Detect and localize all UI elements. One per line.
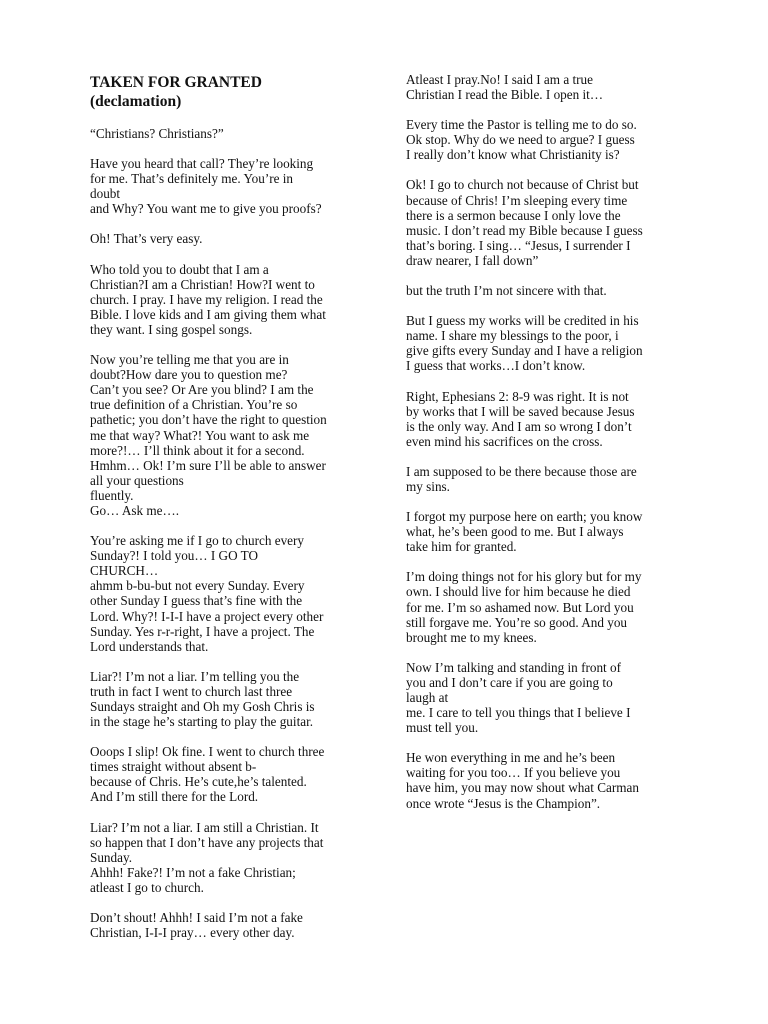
right-paragraphs [406,72,696,811]
text-line: Ooops I slip! Ok fine. I went to church three [90,744,325,760]
text-line: Christian, I-I-I pray… every other day. [90,925,295,941]
text-line: because of Chris! I’m sleeping every time [406,192,628,208]
text-line: doubt [90,186,121,202]
text-line: Who told you to doubt that I am a [90,261,269,277]
text-line: ahmm b-bu-but not every Sunday. Every [90,578,305,594]
paragraph [90,126,380,141]
text-line: but the truth I’m not sincere with that. [406,283,607,299]
text-line: I guess that works…I don’t know. [406,358,586,374]
text-line: atleast I go to church. [90,879,204,895]
text-line: give gifts every Sunday and I have a religion [406,343,643,359]
text-line: own. I should live for him because he died [406,584,631,600]
right-column [406,72,696,826]
paragraph [406,569,696,644]
left-paragraphs [90,126,380,940]
text-line: Sunday?! I told you… I GO TO [90,548,259,564]
text-line: Oh! That’s very easy. [90,231,203,247]
text-line: And I’m still there for the Lord. [90,789,259,805]
paragraph [90,156,380,216]
text-line: He won everything in me and he’s been [406,750,616,766]
text-line: Liar?! I’m not a liar. I’m telling you the [90,668,300,684]
text-line: is the only way. And I am so wrong I don’t [406,418,632,434]
text-line: so happen that I don’t have any projects that [90,834,324,850]
text-line: Lord understands that. [90,638,209,654]
text-line: Bible. I love kids and I am giving them what [90,306,326,322]
text-line: still forgave me. You’re so good. And you [406,614,628,630]
text-line: Liar? I’m not a liar. I am still a Christian. It [90,819,319,835]
text-line: waiting for you too… If you believe you [406,765,621,781]
text-line: name. I share my blessings to the poor, i [406,328,619,344]
text-line: Christian I read the Bible. I open it… [406,87,604,103]
text-line: times straight without absent b- [90,759,257,775]
paragraph [90,352,380,518]
text-line: Atleast I pray.No! I said I am a true [406,72,593,87]
paragraph [406,509,696,554]
text-line: because of Chris. He’s cute,he’s talented. [90,774,307,790]
text-line: true definition of a Christian. You’re so [90,397,298,413]
text-line: Have you heard that call? They’re looking [90,156,314,172]
text-line: by works that I will be saved because Jesus [406,403,635,419]
paragraph [90,262,380,337]
paragraph [90,231,380,246]
text-line: in the stage he’s starting to play the guitar. [90,714,314,730]
paragraph [406,177,696,268]
text-line: that’s boring. I sing… “Jesus, I surrender I [406,237,631,253]
text-line: Now I’m talking and standing in front of [406,659,621,675]
text-line: there is a sermon because I only love the [406,207,621,223]
text-line: I really don’t know what Christianity is? [406,147,620,163]
text-line: But I guess my works will be credited in his [406,313,639,329]
text-line: pathetic; you don’t have the right to question [90,412,327,428]
paragraph [90,533,380,654]
text-line: what, he’s been good to me. But I always [406,524,624,540]
text-line: laugh at [406,690,449,705]
left-column [90,72,380,955]
paragraph [406,117,696,162]
text-line: Ok! I go to church not because of Christ but [406,177,639,193]
paragraph [90,820,380,895]
text-line: I am supposed to be there because those are [406,463,637,479]
paragraph [90,744,380,804]
text-line: Ok stop. Why do we need to argue? I guess [406,132,635,148]
text-line: fluently. [90,487,134,503]
text-line: Sundays straight and Oh my Gosh Chris is [90,699,315,714]
text-line: once wrote “Jesus is the Champion”. [406,795,601,811]
text-line: for me. That’s definitely me. You’re in [90,171,294,187]
text-line: You’re asking me if I go to church every [90,533,304,549]
text-line: I’m doing things not for his glory but for my [406,569,642,585]
text-line: Christian?I am a Christian! How?I went to [90,276,315,292]
text-line: Don’t shout! Ahhh! I said I’m not a fake [90,910,303,926]
text-line: Hmhm… Ok! I’m sure I’ll be able to answer [90,457,326,473]
subtitle-line: (declamation) [90,93,182,110]
text-line: for me. I’m so ashamed now. But Lord you [406,599,634,615]
text-line: “Christians? Christians?” [90,126,224,141]
text-line: CHURCH… [90,563,159,579]
text-line: me. I care to tell you things that I believe I [406,705,631,721]
document-title [90,74,380,110]
text-line: Sunday. Yes r-r-right, I have a project. The [90,623,315,639]
text-line: draw nearer, I fall down” [406,252,539,268]
text-line: Lord. Why?! I-I-I have a project every other [90,608,324,624]
paragraph [406,750,696,810]
text-line: they want. I sing gospel songs. [90,321,253,337]
text-line: you and I don’t care if you are going to [406,674,613,690]
text-line: doubt?How dare you to question me? [90,367,288,383]
title-line: TAKEN FOR GRANTED [90,74,262,91]
text-line: Can’t you see? Or Are you blind? I am the [90,382,314,398]
text-line: all your questions [90,472,184,488]
paragraph [406,283,696,298]
paragraph [406,389,696,449]
text-line: Every time the Pastor is telling me to do so. [406,117,637,133]
text-line: I forgot my purpose here on earth; you know [406,509,643,525]
text-line: Sunday. [90,849,133,865]
paragraph [90,669,380,729]
text-line: other Sunday I guess that’s fine with the [90,593,303,609]
paragraph [406,660,696,735]
paragraph [406,72,696,102]
text-line: truth in fact I went to church last three [90,683,293,699]
text-line: my sins. [406,478,450,494]
text-line: Right, Ephesians 2: 8-9 was right. It is not [406,388,629,404]
text-line: Now you’re telling me that you are in [90,352,289,368]
text-line: music. I don’t read my Bible because I guess [406,222,643,238]
text-line: brought me to my knees. [406,629,537,645]
text-line: Ahhh! Fake?! I’m not a fake Christian; [90,864,296,880]
text-line: me that way? What?! You want to ask me [90,427,310,443]
text-line: even mind his sacrifices on the cross. [406,433,603,449]
paragraph [90,910,380,940]
text-line: take him for granted. [406,539,517,555]
text-line: church. I pray. I have my religion. I read the [90,291,323,307]
text-line: and Why? You want me to give you proofs? [90,201,322,217]
paragraph [406,313,696,373]
text-line: more?!… I’ll think about it for a second. [90,442,305,458]
text-line: have him, you may now shout what Carman [406,780,639,796]
paragraph [406,464,696,494]
text-line: must tell you. [406,720,479,736]
text-line: Go… Ask me…. [90,502,180,518]
